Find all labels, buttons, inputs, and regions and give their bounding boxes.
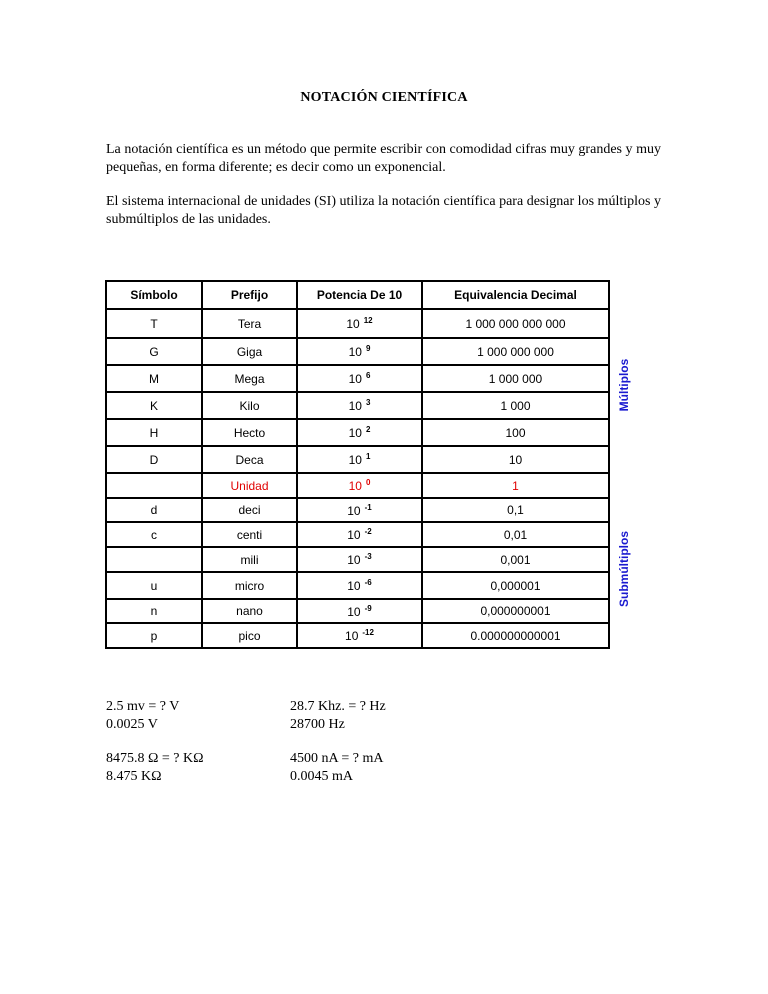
table-row — [106, 446, 609, 473]
symbol-cell: K — [106, 392, 202, 419]
power-cell — [297, 309, 422, 338]
power-cell — [297, 338, 422, 365]
table-row — [106, 365, 609, 392]
intro-paragraph: La notación científica es un método que permite escribir con comodidad cifras muy grandes y muy pequeñas, en forma diferente; es decir como un exponencial. — [106, 142, 661, 175]
decimal-cell: 1 000 000 — [422, 365, 609, 392]
prefix-cell: mili — [202, 547, 297, 572]
power-base: 10 — [348, 426, 362, 440]
power-base: 10 — [348, 453, 362, 467]
decimal-cell: 0,01 — [422, 522, 609, 547]
power-base: 10 — [347, 553, 361, 567]
symbol-cell: u — [106, 572, 202, 599]
table-header-row — [106, 281, 609, 309]
prefix-cell: centi — [202, 522, 297, 547]
power-base: 10 — [348, 479, 362, 493]
example-2-question: 28.7 Khz. = ? Hz — [290, 699, 386, 714]
table-row — [106, 419, 609, 446]
power-exponent: 1 — [365, 452, 371, 461]
decimal-cell: 1 000 000 000 000 — [422, 309, 609, 338]
table-row — [106, 473, 609, 498]
decimal-cell: 1 000 — [422, 392, 609, 419]
decimal-cell: 1 — [422, 473, 609, 498]
prefix-cell: Mega — [202, 365, 297, 392]
symbol-cell: H — [106, 419, 202, 446]
header-equivalencia: Equivalencia Decimal — [422, 281, 609, 309]
power-base: 10 — [348, 345, 362, 359]
power-base: 10 — [348, 372, 362, 386]
prefix-cell: Kilo — [202, 392, 297, 419]
decimal-cell: 1 000 000 000 — [422, 338, 609, 365]
example-1-answer: 0.0025 V — [106, 717, 158, 732]
power-exponent: 6 — [365, 371, 371, 380]
decimal-cell: 0,1 — [422, 498, 609, 522]
power-cell — [297, 473, 422, 498]
power-exponent: 2 — [365, 425, 371, 434]
decimal-cell: 0,001 — [422, 547, 609, 572]
power-exponent: 9 — [365, 344, 371, 353]
power-cell — [297, 365, 422, 392]
power-exponent: -2 — [364, 527, 372, 536]
example-3-answer: 8.475 KΩ — [106, 769, 162, 784]
table-row — [106, 623, 609, 648]
power-base: 10 — [346, 317, 360, 331]
power-exponent: -1 — [364, 502, 372, 512]
power-exponent: -9 — [364, 603, 372, 613]
prefix-cell: pico — [202, 623, 297, 648]
prefix-cell: nano — [202, 599, 297, 623]
example-3-question: 8475.8 Ω = ? KΩ — [106, 751, 204, 766]
decimal-cell: 100 — [422, 419, 609, 446]
power-cell — [297, 392, 422, 419]
table-row — [106, 522, 609, 547]
header-simbolo: Símbolo — [106, 281, 202, 309]
symbol-cell: D — [106, 446, 202, 473]
power-exponent: -12 — [362, 628, 374, 637]
power-base: 10 — [347, 579, 361, 593]
multiplos-label: Múltiplos — [617, 358, 631, 412]
power-exponent: 0 — [365, 478, 371, 487]
table-row — [106, 309, 609, 338]
power-base: 10 — [347, 528, 361, 542]
example-1-question: 2.5 mv = ? V — [106, 699, 180, 714]
power-cell — [297, 547, 422, 572]
prefix-cell: deci — [202, 498, 297, 522]
power-exponent: -6 — [364, 578, 372, 587]
prefix-cell: Giga — [202, 338, 297, 365]
header-potencia: Potencia De 10 — [297, 281, 422, 309]
symbol-cell: G — [106, 338, 202, 365]
example-2-answer: 28700 Hz — [290, 717, 345, 732]
document-title: NOTACIÓN CIENTÍFICA — [300, 90, 468, 105]
power-cell — [297, 599, 422, 623]
symbol-cell — [106, 473, 202, 498]
power-base: 10 — [347, 503, 361, 518]
submultiplos-label: Submúltiplos — [617, 531, 631, 607]
symbol-cell: d — [106, 498, 202, 522]
table-row — [106, 392, 609, 419]
example-4-answer: 0.0045 mA — [290, 769, 353, 784]
symbol-cell: T — [106, 309, 202, 338]
table-row — [106, 338, 609, 365]
example-4-question: 4500 nA = ? mA — [290, 751, 384, 766]
prefix-cell: Hecto — [202, 419, 297, 446]
power-cell — [297, 623, 422, 648]
symbol-cell — [106, 547, 202, 572]
power-exponent: -3 — [364, 552, 372, 561]
prefix-cell: Unidad — [202, 473, 297, 498]
power-base: 10 — [348, 399, 362, 413]
power-base: 10 — [347, 604, 361, 619]
symbol-cell: c — [106, 522, 202, 547]
header-prefijo: Prefijo — [202, 281, 297, 309]
power-exponent: 3 — [365, 398, 371, 407]
table-row — [106, 547, 609, 572]
power-cell — [297, 419, 422, 446]
decimal-cell: 0.000000000001 — [422, 623, 609, 648]
prefix-table — [105, 280, 610, 649]
si-paragraph: El sistema internacional de unidades (SI) utiliza la notación científica para designar los múltiplos y submúltiplos de las unidades. — [106, 194, 661, 227]
power-exponent: 12 — [363, 316, 373, 325]
symbol-cell: n — [106, 599, 202, 623]
table-body — [106, 309, 609, 648]
symbol-cell: p — [106, 623, 202, 648]
power-cell — [297, 446, 422, 473]
power-cell — [297, 572, 422, 599]
prefix-cell: Deca — [202, 446, 297, 473]
decimal-cell: 0,000000001 — [422, 599, 609, 623]
prefix-cell: micro — [202, 572, 297, 599]
prefix-cell: Tera — [202, 309, 297, 338]
power-base: 10 — [345, 629, 359, 643]
symbol-cell: M — [106, 365, 202, 392]
power-cell — [297, 498, 422, 522]
power-cell — [297, 522, 422, 547]
table-row — [106, 572, 609, 599]
table-row — [106, 599, 609, 623]
decimal-cell: 10 — [422, 446, 609, 473]
decimal-cell: 0,000001 — [422, 572, 609, 599]
table-row — [106, 498, 609, 522]
